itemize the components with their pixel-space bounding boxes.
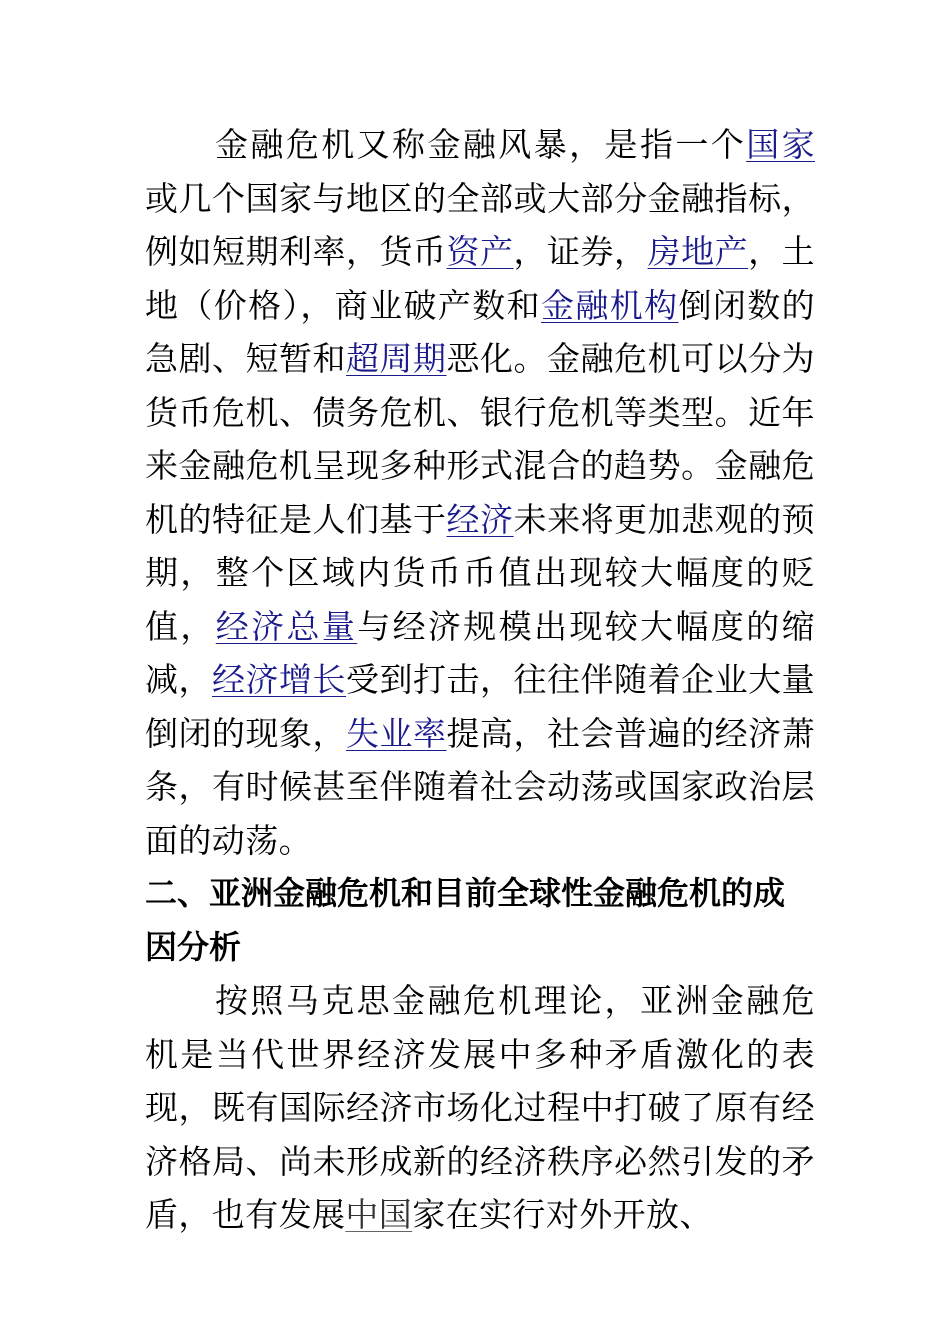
text-run: 恶化。金融危机可以分为货币危机、债务危机、银行危机等类型。近年来金融危机呈现多种形式混合的趋势。金融危机的特征是人们基于 bbox=[145, 339, 815, 539]
link-jingjizengzhang[interactable]: 经济增长 bbox=[212, 660, 347, 699]
text-run: 按照马克思金融危机理论，亚洲金融危机是当代世界经济发展中多种矛盾激化的表现，既有国际经济市场化过程中打破了原有经济格局、尚未形成新的经济秩序必然引发的矛盾，也有发展 bbox=[145, 981, 815, 1234]
link-jinrongjigou[interactable]: 金融机构 bbox=[540, 285, 679, 325]
text-run: 提高，社会普遍的经济萧条，有时候甚至伴随着社会动荡或国家政治层面的动荡。 bbox=[145, 713, 815, 860]
link-fangdichan[interactable]: 房地产 bbox=[647, 232, 749, 271]
link-chaozhouqi[interactable]: 超周期 bbox=[346, 339, 447, 378]
text-run: 倒闭数的急剧、短暂和 bbox=[145, 285, 815, 378]
text-run: 受到打击，往往伴随着企业大量倒闭的现象， bbox=[145, 660, 815, 753]
text-run: 金融危机又称金融风暴，是指一个 bbox=[215, 125, 747, 164]
document-page bbox=[145, 118, 815, 1242]
text-run: 未来将更加悲观的预期，整个区域内货币币值出现较大幅度的贬值， bbox=[145, 499, 815, 646]
intro-paragraph bbox=[145, 118, 815, 867]
text-run: ，证券， bbox=[513, 232, 648, 271]
link-zhongguo[interactable]: 中国 bbox=[345, 1195, 413, 1234]
analysis-paragraph bbox=[145, 974, 815, 1242]
link-shiyelv[interactable]: 失业率 bbox=[346, 713, 447, 753]
section-heading: 二、亚洲金融危机和目前全球性金融危机的成因分析 bbox=[145, 874, 786, 966]
text-run: ，土地（价格），商业破产数和 bbox=[145, 232, 815, 325]
link-jingji[interactable]: 经济 bbox=[446, 499, 514, 539]
link-guojia[interactable]: 国家 bbox=[746, 125, 815, 164]
text-run: 家在实行对外开放、 bbox=[412, 1195, 713, 1234]
link-jingjizongliang[interactable]: 经济总量 bbox=[215, 606, 358, 646]
text-run: 与经济规模出现较大幅度的缩减， bbox=[145, 606, 815, 699]
text-run: 或几个国家与地区的全部或大部分金融指标，例如短期利率，货币 bbox=[145, 178, 815, 271]
link-zichan[interactable]: 资产 bbox=[446, 232, 514, 271]
